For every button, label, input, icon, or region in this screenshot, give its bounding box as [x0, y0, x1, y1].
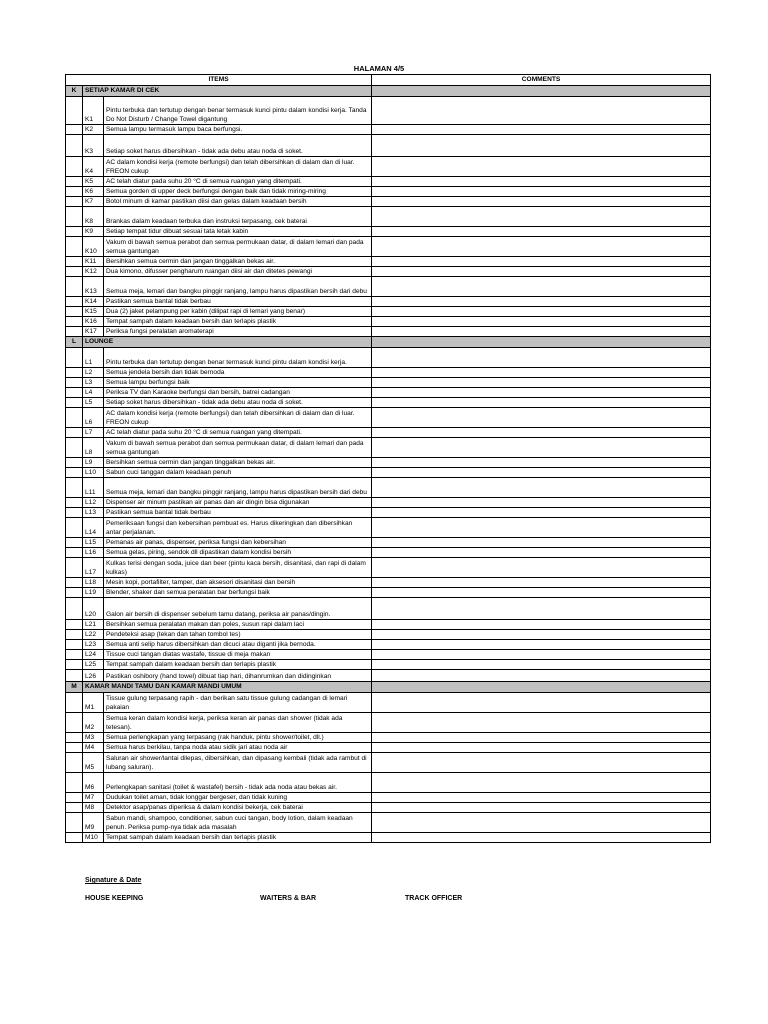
- table-header-row: [66, 75, 711, 86]
- section-title: LOUNGE: [83, 337, 372, 348]
- table-row: [66, 670, 711, 682]
- comment-cell[interactable]: [372, 267, 711, 277]
- item-code: K5: [83, 177, 104, 187]
- item-code: M6: [83, 773, 104, 793]
- item-description: Bersihkan semua cermin dan jangan tinggalkan bekas air.: [104, 257, 372, 267]
- table-row: [66, 398, 711, 408]
- item-code: K7: [83, 197, 104, 207]
- item-code: K14: [83, 297, 104, 307]
- item-code: K4: [83, 157, 104, 177]
- comment-cell[interactable]: [372, 773, 711, 793]
- table-row: [66, 307, 711, 317]
- item-code: M1: [83, 693, 104, 713]
- comment-cell[interactable]: [372, 438, 711, 458]
- item-code: L23: [83, 640, 104, 650]
- item-description: Semua gorden di upper deck berfungsi dengan baik dan tidak miring-miring: [104, 187, 372, 197]
- item-code: L19: [83, 588, 104, 598]
- section-comment-cell: [372, 682, 711, 693]
- item-code: L2: [83, 368, 104, 378]
- section-header-row: [66, 337, 711, 348]
- comment-cell[interactable]: [372, 428, 711, 438]
- comment-cell[interactable]: [372, 257, 711, 267]
- item-description: Setiap tempat tidur dibuat sesuai tata letak kabin: [104, 227, 372, 237]
- row-blank-cell: [66, 620, 83, 630]
- item-code: L5: [83, 398, 104, 408]
- row-blank-cell: [66, 438, 83, 458]
- comment-cell[interactable]: [372, 650, 711, 660]
- item-code: K2: [83, 125, 104, 135]
- section-comment-cell: [372, 86, 711, 97]
- row-blank-cell: [66, 578, 83, 588]
- item-description: Pemanas air panas, dispenser, periksa fungsi dan kebersihan: [104, 538, 372, 548]
- item-description: Dudukan toilet aman, tidak longgar bergeser, dan tidak kuning: [104, 793, 372, 803]
- table-row: [66, 458, 711, 468]
- item-code: M2: [83, 713, 104, 733]
- table-row: [66, 277, 711, 297]
- comment-cell[interactable]: [372, 468, 711, 478]
- comment-cell[interactable]: [372, 713, 711, 733]
- item-code: M3: [83, 733, 104, 743]
- comment-cell[interactable]: [372, 157, 711, 177]
- row-blank-cell: [66, 793, 83, 803]
- table-row: [66, 227, 711, 237]
- item-description: Bersihkan semua peralatan makan dan poles, susun rapi dalam laci: [104, 620, 372, 630]
- inspection-checklist-table: [65, 74, 711, 843]
- row-blank-cell: [66, 548, 83, 558]
- item-description: Botol minum di kamar pastikan diisi dan gelas dalam keadaan bersih: [104, 197, 372, 207]
- item-description: Periksa TV dan Karaoke berfungsi dan bersih, batrei cadangan: [104, 388, 372, 398]
- item-description: Semua perlengkapan yang terpasang (rak handuk, pintu shower/toilet, dll.): [104, 733, 372, 743]
- table-row: [66, 793, 711, 803]
- role-waiters-bar: WAITERS & BAR: [260, 895, 316, 902]
- row-blank-cell: [66, 478, 83, 498]
- row-blank-cell: [66, 428, 83, 438]
- item-description: Tempat sampah dalam keadaan bersih dan terlapis plastik: [104, 660, 372, 670]
- item-code: L22: [83, 630, 104, 640]
- item-description: Tissue cuci tangan diatas wastafe, tissue di meja makan: [104, 650, 372, 660]
- table-row: [66, 650, 711, 660]
- item-description: Tempat sampah dalam keadaan bersih dan terlapis plastik: [104, 317, 372, 327]
- row-blank-cell: [66, 267, 83, 277]
- item-code: L3: [83, 378, 104, 388]
- table-row: [66, 177, 711, 187]
- table-row: [66, 157, 711, 177]
- section-title: KAMAR MANDI TAMU DAN KAMAR MANDI UMUM: [83, 682, 372, 693]
- table-row: [66, 508, 711, 518]
- row-blank-cell: [66, 640, 83, 650]
- table-row: [66, 620, 711, 630]
- item-description: Brankas dalam keadaan terbuka dan instruksi terpasang, cek baterai: [104, 207, 372, 227]
- comment-cell[interactable]: [372, 398, 711, 408]
- item-code: L4: [83, 388, 104, 398]
- comment-cell[interactable]: [372, 588, 711, 598]
- table-row: [66, 297, 711, 307]
- item-description: Pastikan semua bantal tidak berbau: [104, 508, 372, 518]
- row-blank-cell: [66, 257, 83, 267]
- table-row: [66, 743, 711, 753]
- row-blank-cell: [66, 508, 83, 518]
- item-code: L25: [83, 660, 104, 670]
- item-description: Tempat sampah dalam keadaan bersih dan terlapis plastik: [104, 833, 372, 843]
- item-code: M10: [83, 833, 104, 843]
- comment-cell[interactable]: [372, 227, 711, 237]
- table-row: [66, 125, 711, 135]
- table-row: [66, 713, 711, 733]
- item-description: Bersihkan semua cermin dan jangan tinggalkan bekas air.: [104, 458, 372, 468]
- row-blank-cell: [66, 227, 83, 237]
- row-blank-cell: [66, 378, 83, 388]
- row-blank-cell: [66, 670, 83, 682]
- row-blank-cell: [66, 538, 83, 548]
- section-letter: M: [66, 682, 83, 693]
- comment-cell[interactable]: [372, 558, 711, 578]
- section-letter: K: [66, 86, 83, 97]
- item-description: Saluran air shower/lantai dilepas, dibersihkan, dan dipasang kembali (tidak ada rambut di lubang saluran).: [104, 753, 372, 773]
- item-code: K3: [83, 135, 104, 157]
- row-blank-cell: [66, 468, 83, 478]
- role-house-keeping: HOUSE KEEPING: [85, 895, 144, 902]
- comment-cell[interactable]: [372, 125, 711, 135]
- item-description: Semua meja, lemari dan bangku pinggir ranjang, lampu harus dipastikan bersih dari debu: [104, 277, 372, 297]
- row-blank-cell: [66, 97, 83, 125]
- item-code: L11: [83, 478, 104, 498]
- item-description: AC telah diatur pada suhu 20 °C di semua ruangan yang ditempati.: [104, 177, 372, 187]
- table-row: [66, 640, 711, 650]
- item-code: L14: [83, 518, 104, 538]
- comment-cell[interactable]: [372, 693, 711, 713]
- item-description: Kulkas terisi dengan soda, juice dan beer (pintu kaca bersih, disanitasi, dan rapi di dalam kulkas): [104, 558, 372, 578]
- comment-cell[interactable]: [372, 317, 711, 327]
- table-row: [66, 578, 711, 588]
- item-code: L8: [83, 438, 104, 458]
- table-row: [66, 207, 711, 227]
- table-row: [66, 97, 711, 125]
- comment-cell[interactable]: [372, 388, 711, 398]
- comment-cell[interactable]: [372, 833, 711, 843]
- row-blank-cell: [66, 408, 83, 428]
- table-row: [66, 548, 711, 558]
- item-code: M9: [83, 813, 104, 833]
- item-description: Pintu terbuka dan tertutup dengan benar termasuk kunci pintu dalam kondisi kerja. Tanda Do Not Disturb / Change Towel digantung: [104, 97, 372, 125]
- table-row: [66, 327, 711, 337]
- item-code: L20: [83, 598, 104, 620]
- row-blank-cell: [66, 157, 83, 177]
- table-row: [66, 187, 711, 197]
- item-code: K16: [83, 317, 104, 327]
- comment-cell[interactable]: [372, 135, 711, 157]
- item-description: Periksa fungsi peralatan aromaterapi: [104, 327, 372, 337]
- table-row: [66, 135, 711, 157]
- item-description: Dispenser air minum pastikan air panas dan air dingin bisa digunakan: [104, 498, 372, 508]
- comment-cell[interactable]: [372, 753, 711, 773]
- table-row: [66, 813, 711, 833]
- row-blank-cell: [66, 307, 83, 317]
- item-code: L26: [83, 670, 104, 682]
- item-description: Vakum di bawah semua perabot dan semua permukaan datar, di dalam lemari dan pada semua gantungan: [104, 237, 372, 257]
- item-description: Vakum di bawah semua perabot dan semua permukaan datar, di dalam lemari dan pada semua gantungan: [104, 438, 372, 458]
- item-code: K10: [83, 237, 104, 257]
- table-row: [66, 803, 711, 813]
- item-code: K6: [83, 187, 104, 197]
- item-description: Dua kimono, difusser pengharum ruangan diisi air dan ditetes pewangi: [104, 267, 372, 277]
- row-blank-cell: [66, 368, 83, 378]
- comment-cell[interactable]: [372, 307, 711, 317]
- item-description: Sabun cuci tanggan dalam keadaan penuh: [104, 468, 372, 478]
- table-row: [66, 197, 711, 207]
- comment-cell[interactable]: [372, 743, 711, 753]
- item-code: M4: [83, 743, 104, 753]
- row-blank-cell: [66, 398, 83, 408]
- item-description: Pastikan semua bantal tidak berbau: [104, 297, 372, 307]
- table-row: [66, 237, 711, 257]
- item-description: Setiap soket harus dibersihkan - tidak ada debu atau noda di soket.: [104, 398, 372, 408]
- row-blank-cell: [66, 813, 83, 833]
- item-description: Sabun mandi, shampoo, conditioner, sabun cuci tangan, body lotion, dalam keadaan penuh. Periksa pump-nya tidak ada masalah: [104, 813, 372, 833]
- comment-cell[interactable]: [372, 348, 711, 368]
- comment-cell[interactable]: [372, 187, 711, 197]
- comment-cell[interactable]: [372, 670, 711, 682]
- row-blank-cell: [66, 693, 83, 713]
- item-description: AC dalam kondisi kerja (remote berfungsi) dan telah dibersihkan di dalam dan di luar. FREON cukup: [104, 157, 372, 177]
- item-description: Pintu terbuka dan tertutup dengan benar termasuk kunci pintu dalam kondisi kerja.: [104, 348, 372, 368]
- row-blank-cell: [66, 733, 83, 743]
- item-code: L17: [83, 558, 104, 578]
- row-blank-cell: [66, 277, 83, 297]
- row-blank-cell: [66, 458, 83, 468]
- item-code: L21: [83, 620, 104, 630]
- table-row: [66, 773, 711, 793]
- table-row: [66, 438, 711, 458]
- row-blank-cell: [66, 753, 83, 773]
- item-description: Semua keran dalam kondisi kerja, periksa keran air panas dan shower (tidak ada tetesan).: [104, 713, 372, 733]
- comment-cell[interactable]: [372, 277, 711, 297]
- item-code: L18: [83, 578, 104, 588]
- item-description: Semua jendela bersih dan tidak bernoda: [104, 368, 372, 378]
- section-header-row: [66, 86, 711, 97]
- item-description: Pastikan oshibory (hand towel) dibuat tiap hari, dihanrumkan dan didinginkan: [104, 670, 372, 682]
- checklist-body: [66, 86, 711, 843]
- comment-cell[interactable]: [372, 630, 711, 640]
- row-blank-cell: [66, 297, 83, 307]
- item-code: K9: [83, 227, 104, 237]
- item-code: L12: [83, 498, 104, 508]
- table-row: [66, 693, 711, 713]
- item-code: L15: [83, 538, 104, 548]
- item-code: L1: [83, 348, 104, 368]
- table-row: [66, 733, 711, 743]
- item-description: Blender, shaker dan semua peralatan bar berfungsi baik: [104, 588, 372, 598]
- item-code: L9: [83, 458, 104, 468]
- item-description: Semua anti selip harus dibersihkan dan dicuci atau diganti jika bernoda.: [104, 640, 372, 650]
- row-blank-cell: [66, 773, 83, 793]
- table-row: [66, 478, 711, 498]
- item-code: L13: [83, 508, 104, 518]
- table-row: [66, 558, 711, 578]
- comment-cell[interactable]: [372, 813, 711, 833]
- item-description: AC telah diatur pada suhu 20 °C di semua ruangan yang ditempati.: [104, 428, 372, 438]
- row-blank-cell: [66, 803, 83, 813]
- table-row: [66, 348, 711, 368]
- item-code: M7: [83, 793, 104, 803]
- item-code: K8: [83, 207, 104, 227]
- comment-cell[interactable]: [372, 297, 711, 307]
- item-description: Semua lampu termasuk lampu baca berfungsi.: [104, 125, 372, 135]
- item-description: Setiap soket harus dibersihkan - tidak ada debu atau noda di soket.: [104, 135, 372, 157]
- comments-column-header: COMMENTS: [372, 75, 711, 86]
- row-blank-cell: [66, 135, 83, 157]
- table-row: [66, 317, 711, 327]
- comment-cell[interactable]: [372, 620, 711, 630]
- comment-cell[interactable]: [372, 518, 711, 538]
- item-description: Semua lampu berfungsi baik: [104, 378, 372, 388]
- item-description: Pendeteksi asap (tekan dan tahan tombol tes): [104, 630, 372, 640]
- comment-cell[interactable]: [372, 598, 711, 620]
- comment-cell[interactable]: [372, 478, 711, 498]
- row-blank-cell: [66, 588, 83, 598]
- row-blank-cell: [66, 317, 83, 327]
- table-row: [66, 833, 711, 843]
- table-row: [66, 388, 711, 398]
- row-blank-cell: [66, 197, 83, 207]
- comment-cell[interactable]: [372, 458, 711, 468]
- comment-cell[interactable]: [372, 660, 711, 670]
- items-column-header: ITEMS: [66, 75, 372, 86]
- row-blank-cell: [66, 237, 83, 257]
- section-header-row: [66, 682, 711, 693]
- row-blank-cell: [66, 833, 83, 843]
- row-blank-cell: [66, 713, 83, 733]
- comment-cell[interactable]: [372, 378, 711, 388]
- comment-cell[interactable]: [372, 793, 711, 803]
- row-blank-cell: [66, 348, 83, 368]
- comment-cell[interactable]: [372, 640, 711, 650]
- section-comment-cell: [372, 337, 711, 348]
- comment-cell[interactable]: [372, 197, 711, 207]
- row-blank-cell: [66, 498, 83, 508]
- row-blank-cell: [66, 598, 83, 620]
- table-row: [66, 660, 711, 670]
- row-blank-cell: [66, 558, 83, 578]
- item-description: Semua meja, lemari dan bangku pinggir ranjang, lampu harus dipastikan bersih dari debu: [104, 478, 372, 498]
- table-row: [66, 588, 711, 598]
- comment-cell[interactable]: [372, 733, 711, 743]
- item-code: L10: [83, 468, 104, 478]
- item-code: M8: [83, 803, 104, 813]
- table-row: [66, 428, 711, 438]
- page-number-header: HALAMAN 4/5: [353, 64, 405, 73]
- comment-cell[interactable]: [372, 548, 711, 558]
- comment-cell[interactable]: [372, 498, 711, 508]
- item-code: L7: [83, 428, 104, 438]
- section-letter: L: [66, 337, 83, 348]
- item-description: Galon air bersih di dispenser sebelum tamu datang, periksa air panas/dingin.: [104, 598, 372, 620]
- row-blank-cell: [66, 125, 83, 135]
- item-description: AC dalam kondisi kerja (remote berfungsi) dan telah dibersihkan di dalam dan di luar. FREON cukup: [104, 408, 372, 428]
- item-code: K11: [83, 257, 104, 267]
- role-track-officer: TRACK OFFICER: [405, 895, 463, 902]
- section-title: SETIAP KAMAR DI CEK: [83, 86, 372, 97]
- comment-cell[interactable]: [372, 408, 711, 428]
- item-description: Detektor asap/panas diperiksa & dalam kondisi bekerja, cek baterai: [104, 803, 372, 813]
- row-blank-cell: [66, 388, 83, 398]
- table-row: [66, 598, 711, 620]
- comment-cell[interactable]: [372, 207, 711, 227]
- table-row: [66, 267, 711, 277]
- table-row: [66, 368, 711, 378]
- row-blank-cell: [66, 630, 83, 640]
- item-code: L16: [83, 548, 104, 558]
- item-description: Semua harus berkilau, tanpa noda atau sidik jari atau noda air: [104, 743, 372, 753]
- row-blank-cell: [66, 660, 83, 670]
- item-code: K13: [83, 277, 104, 297]
- table-row: [66, 518, 711, 538]
- item-code: M5: [83, 753, 104, 773]
- item-code: K12: [83, 267, 104, 277]
- item-description: Dua (2) jaket pelampung per kabin (dilipat rapi di lemari yang benar): [104, 307, 372, 317]
- item-description: Pemeriksaan fungsi dan kebersihan pembuat es. Harus dikeringkan dan dibersihkan antar perjalanan.: [104, 518, 372, 538]
- row-blank-cell: [66, 177, 83, 187]
- item-code: L24: [83, 650, 104, 660]
- row-blank-cell: [66, 743, 83, 753]
- comment-cell[interactable]: [372, 368, 711, 378]
- comment-cell[interactable]: [372, 578, 711, 588]
- table-row: [66, 257, 711, 267]
- table-row: [66, 498, 711, 508]
- table-row: [66, 538, 711, 548]
- item-code: K17: [83, 327, 104, 337]
- signature-date-label: Signature & Date: [85, 877, 142, 884]
- table-row: [66, 468, 711, 478]
- table-row: [66, 630, 711, 640]
- item-code: K15: [83, 307, 104, 317]
- table-row: [66, 753, 711, 773]
- item-code: L6: [83, 408, 104, 428]
- row-blank-cell: [66, 207, 83, 227]
- item-code: K1: [83, 97, 104, 125]
- item-description: Tissue gulung terpasang rapih - dan berikan satu tissue gulung cadangan di lemari pakaian: [104, 693, 372, 713]
- comment-cell[interactable]: [372, 538, 711, 548]
- item-description: Perlengkapan sanitasi (toilet & wastafel) bersih - tidak ada noda atau bekas air.: [104, 773, 372, 793]
- row-blank-cell: [66, 327, 83, 337]
- comment-cell[interactable]: [372, 237, 711, 257]
- item-description: Semua gelas, piring, sendok dll dipastikan dalam kondisi bersih: [104, 548, 372, 558]
- item-description: Mesin kopi, portafilter, tamper, dan aksesori disanitasi dan bersih: [104, 578, 372, 588]
- comment-cell[interactable]: [372, 803, 711, 813]
- row-blank-cell: [66, 518, 83, 538]
- comment-cell[interactable]: [372, 327, 711, 337]
- row-blank-cell: [66, 187, 83, 197]
- comment-cell[interactable]: [372, 177, 711, 187]
- table-row: [66, 378, 711, 388]
- table-row: [66, 408, 711, 428]
- comment-cell[interactable]: [372, 508, 711, 518]
- comment-cell[interactable]: [372, 97, 711, 125]
- row-blank-cell: [66, 650, 83, 660]
